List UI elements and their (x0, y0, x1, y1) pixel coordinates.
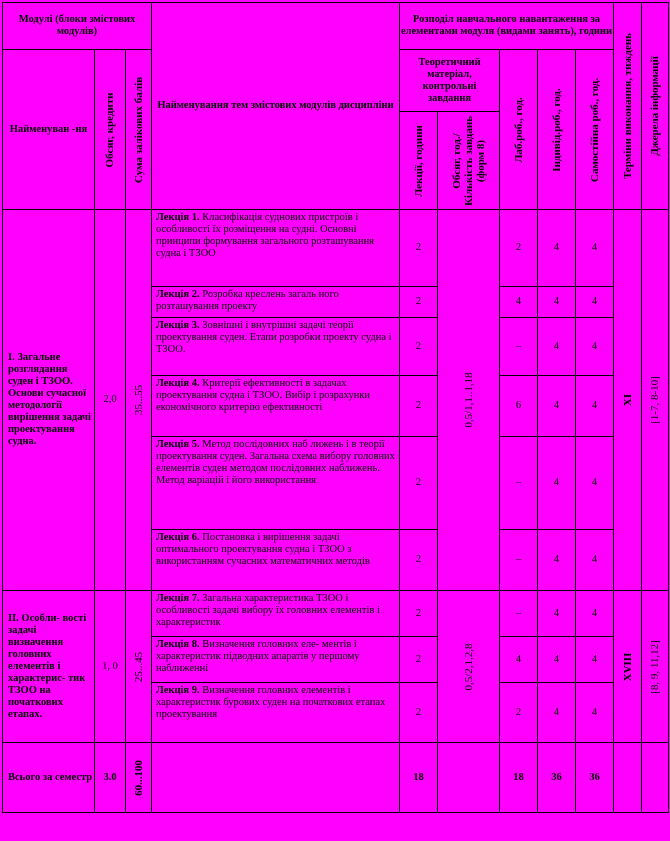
lecture-5-indiv: 4 (538, 437, 576, 530)
header-indiv: Індивід.роб., год. (538, 50, 576, 210)
lecture-1: Лекція 1. Класифікація суднових пристроїв і особливості їх розміщення на судні. Основні принципи формування загального розташування судна і ТЗОО (152, 210, 400, 287)
lecture-7-lab: – (500, 591, 538, 637)
lecture-5: Лекція 5. Метод послідовних наб лижень і в теорії проектування суден. Загальна схема вибору головних елементів суден методом послідовних наближень. Метод варіацій і його використання (152, 437, 400, 530)
lecture-6-self: 4 (576, 530, 614, 591)
module-1-term: ХІ (614, 210, 642, 591)
totals-self: 36 (576, 743, 614, 813)
module-2-name: ІІ. Особли- вості задачі визначення головних елементів і характерис- тик ТЗОО на початкових етапах. (3, 591, 95, 743)
lecture-7-hours: 2 (400, 591, 438, 637)
totals-points: 60...100 (126, 743, 152, 813)
lecture-2: Лекція 2. Розробка креслень загаль ного розташування проекту (152, 287, 400, 318)
lecture-6-hours: 2 (400, 530, 438, 591)
lecture-3-lab: – (500, 318, 538, 376)
module-1-credits: 2,0 (95, 210, 126, 591)
header-modules-group: Модулі (блоки змістових модулів) (3, 3, 152, 50)
header-points: Сума залікових балів (126, 50, 152, 210)
lecture-5-lab: – (500, 437, 538, 530)
lecture-7: Лекція 7. Загальна характеристика ТЗОО і особливості задачі вибору їх головних елементів і характеристик (152, 591, 400, 637)
header-module-name: Найменуван -ня (3, 50, 95, 210)
lecture-4-hours: 2 (400, 376, 438, 437)
lecture-5-self: 4 (576, 437, 614, 530)
lecture-3-indiv: 4 (538, 318, 576, 376)
lecture-9-self: 4 (576, 683, 614, 743)
totals-empty-sources (642, 743, 669, 813)
lecture-4-indiv: 4 (538, 376, 576, 437)
header-sources: Джерела інформації (642, 3, 669, 210)
lecture-3: Лекція 3. Зовнішні і внутрішні задачі теорії проектування суден. Етапи розробки проекту судна і ТЗОО. (152, 318, 400, 376)
header-lectures: Лекції, години (400, 112, 438, 210)
table-row (3, 591, 669, 637)
header-credits: Обсяг, кредити (95, 50, 126, 210)
totals-lab: 18 (500, 743, 538, 813)
lecture-6-indiv: 4 (538, 530, 576, 591)
curriculum-table (2, 2, 669, 813)
totals-row (3, 743, 669, 813)
lecture-8-indiv: 4 (538, 637, 576, 683)
module-1-sources: [1-7, 8-10] (642, 210, 669, 591)
lecture-2-lab: 4 (500, 287, 538, 318)
lecture-9-hours: 2 (400, 683, 438, 743)
totals-empty-term (614, 743, 642, 813)
lecture-8-self: 4 (576, 637, 614, 683)
lecture-1-hours: 2 (400, 210, 438, 287)
lecture-6-lab: – (500, 530, 538, 591)
lecture-1-indiv: 4 (538, 210, 576, 287)
lecture-3-self: 4 (576, 318, 614, 376)
lecture-4-lab: 6 (500, 376, 538, 437)
lecture-1-lab: 2 (500, 210, 538, 287)
header-distribution: Розподіл навчального навантаження за елементами модуля (видами занять), години (400, 3, 614, 50)
module-1-volume: 0,5/1,1..1,18 (438, 210, 500, 591)
lecture-9: Лекція 9. Визначення головних елементів і характеристик бурових суден на початкових етапах проектування (152, 683, 400, 743)
module-2-credits: 1, 0 (95, 591, 126, 743)
header-theory: Теоретичний матеріал, контрольні завдання (400, 50, 500, 112)
lecture-1-self: 4 (576, 210, 614, 287)
page-bottom-margin (0, 822, 670, 841)
totals-empty-volume (438, 743, 500, 813)
lecture-8-hours: 2 (400, 637, 438, 683)
header-terms: Терміни виконання, тиждень (614, 3, 642, 210)
module-2-term: ХVІІІ (614, 591, 642, 743)
totals-credits: 3.0 (95, 743, 126, 813)
totals-label: Всього за семестр (3, 743, 95, 813)
table-row (3, 210, 669, 287)
lecture-7-indiv: 4 (538, 591, 576, 637)
module-2-volume: 0,5/2,1,2,8 (438, 591, 500, 743)
lecture-4: Лекція 4. Критерії ефективності в задачах проектування судна і ТЗОО. Вибір і розрахунки економічного критерію ефективності (152, 376, 400, 437)
lecture-3-hours: 2 (400, 318, 438, 376)
lecture-8-lab: 4 (500, 637, 538, 683)
lecture-8: Лекція 8. Визначення головних еле- ментів і характеристик підводних апаратів у першому наближенні (152, 637, 400, 683)
module-1-points: 35...55 (126, 210, 152, 591)
lecture-6: Лекція 6. Постановка і вирішення задачі оптимального проектування судна і ТЗОО з використанням сучасних математичних методів (152, 530, 400, 591)
lecture-5-hours: 2 (400, 437, 438, 530)
lecture-7-self: 4 (576, 591, 614, 637)
lecture-9-lab: 2 (500, 683, 538, 743)
totals-indiv: 36 (538, 743, 576, 813)
lecture-4-self: 4 (576, 376, 614, 437)
header-lab: Лаб.роб., год. (500, 50, 538, 210)
module-1-name: І. Загальне розглядання суден і ТЗОО. Основи сучасної методології вирішення задачі проектування судна. (3, 210, 95, 591)
lecture-2-hours: 2 (400, 287, 438, 318)
header-topics: Найменування тем змістових модулів дисципліни (152, 3, 400, 210)
header-self: Самостійна роб., год. (576, 50, 614, 210)
lecture-9-indiv: 4 (538, 683, 576, 743)
module-2-points: 25...45 (126, 591, 152, 743)
header-volume: Обсяг, год./Кількість завдань (форм 8) (438, 112, 500, 210)
totals-empty-topic (152, 743, 400, 813)
lecture-2-self: 4 (576, 287, 614, 318)
module-2-sources: [8, 9, 11,12] (642, 591, 669, 743)
totals-lectures: 18 (400, 743, 438, 813)
lecture-2-indiv: 4 (538, 287, 576, 318)
